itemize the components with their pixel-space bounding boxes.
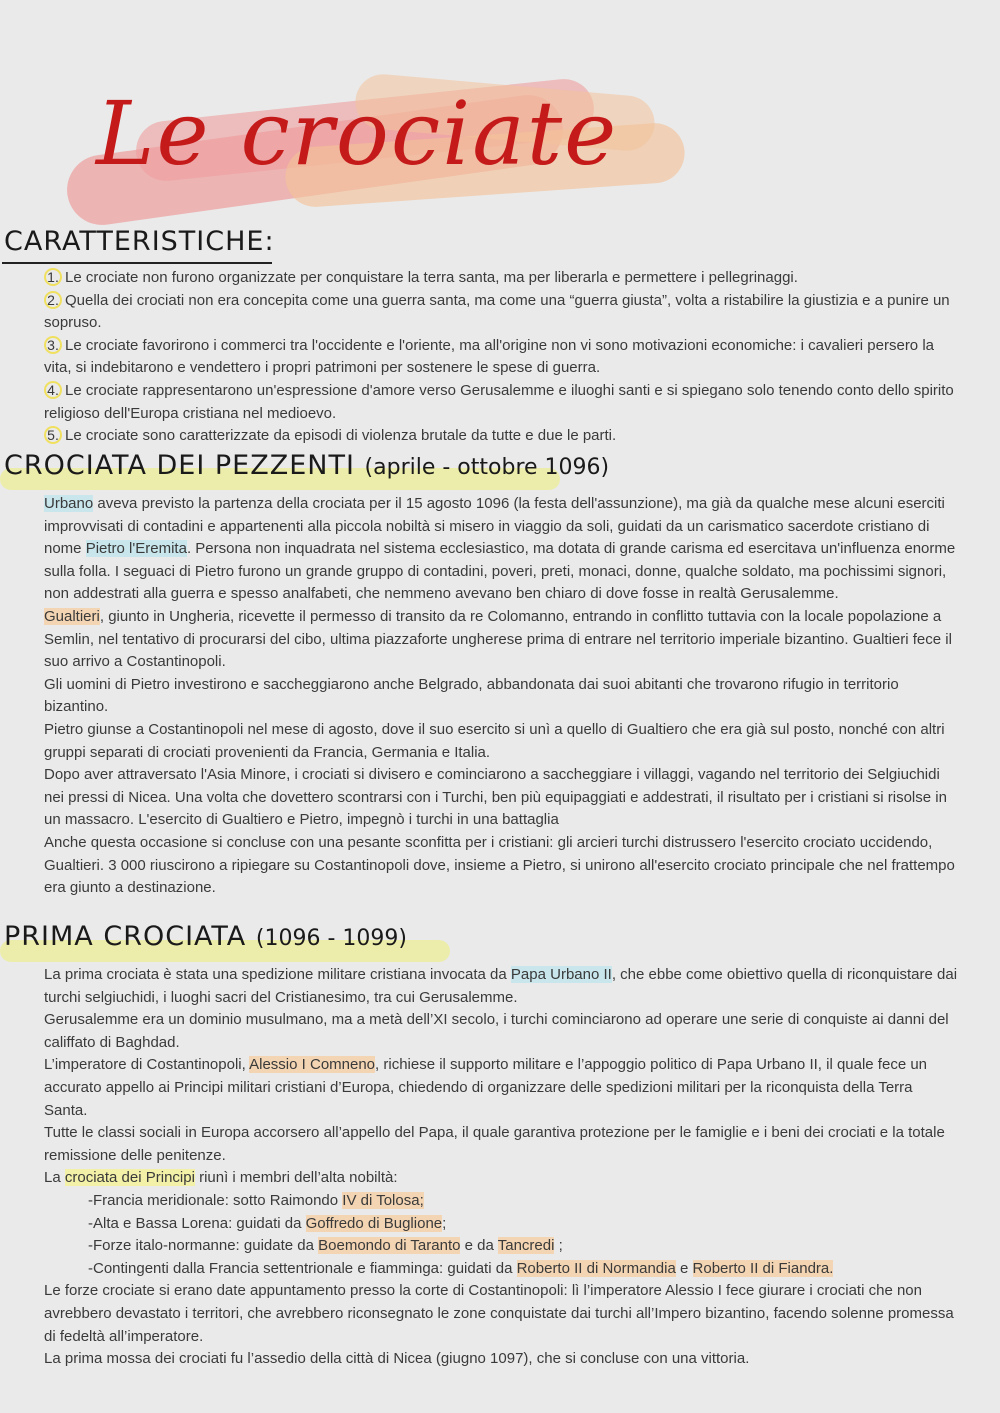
item-number: 5. <box>44 426 62 444</box>
paragraph: Gerusalemme era un dominio musulmano, ma a metà dell’XI secolo, i turchi cominciarono ad operare une serie di conquiste ai danni del califfato di Baghdad. <box>44 1011 949 1051</box>
paragraph: Gli uomini di Pietro investirono e saccheggiarono anche Belgrado, abbandonata dai suoi abitanti che trovarono rifugio in territorio bizantino. <box>44 675 899 716</box>
list-item: 1. Le crociate non furono organizzate per conquistare la terra santa, ma per liberarla e permettere i pellegrinaggi. <box>44 267 959 290</box>
section-heading-prima: PRIMA CROCIATA (1096 - 1099) <box>4 921 407 952</box>
paragraph: Urbano aveva previsto la partenza della crociata per il 15 agosto 1096 (la festa dell'assunzione), ma già da qualche mese alcuni eserciti improvvisati di contadini e appartenenti alla piccola nobiltà si misero in viaggio da soli, guidati da un carismatico sacerdote cristiano di nome Pietro l'Eremita. Persona non inquadrata nel sistema ecclesiastico, ma dotata di grande carisma ed esercitava un'influenza enorme sulla folla. I seguaci di Pietro furono un grande gruppo di contadini, poveri, preti, monaci, donne, qualche soldato, ma pochissimi signori, non addestrati alla guerra e spesso analfabeti, che nemmeno avevano ben chiaro di dove fosse in realtà Gerusalemme. <box>44 495 956 603</box>
item-number: 4. <box>44 381 62 399</box>
paragraph: Le forze crociate si erano date appuntamento presso la corte di Costantinopoli: lì l’imperatore Alessio I fece giurare i crociati che non avrebbero devastato i territori, che avrebbero riconsegnato le zone conquistate dai turchi all’Impero bizantino, facendo solenne promessa di fedeltà all’imperatore. <box>44 1282 954 1345</box>
heading-underline <box>2 262 272 264</box>
list-item: -Forze italo-normanne: guidate da Boemondo di Taranto e da Tancredi ; <box>88 1237 563 1255</box>
paragraph: La crociata dei Principi riunì i membri dell’alta nobiltà: <box>44 1169 398 1187</box>
page-title: Le crociate <box>96 82 619 185</box>
paragraph: Pietro giunse a Costantinopoli nel mese di agosto, dove il suo esercito si unì a quello di Gualtiero che era già sul posto, nonché con altri gruppi separati di crociati provenienti da Francia, Germania e Italia. <box>44 720 945 761</box>
list-item: 3. Le crociate favorirono i commerci tra l'occidente e l'oriente, ma all'origine non vi sono motivazioni economiche: i cavalieri persero la vita, si indebitarono e vendettero i propri patrimoni per sostenere le spese di guerra. <box>44 336 934 377</box>
list-item: -Alta e Bassa Lorena: guidati da Goffredo di Buglione; <box>88 1214 447 1232</box>
paragraph: L’imperatore di Costantinopoli, Alessio I Comneno, richiese il supporto militare e l’appoggio politico di Papa Urbano II, il quale fece un accurato appello ai Principi militari cristiani d’Europa, chiedendo di organizzare delle spedizioni militari per la riconquista della Terra Santa. <box>44 1056 928 1119</box>
paragraph: Anche questa occasione si concluse con una pesante sconfitta per i cristiani: gli arcieri turchi distrussero l'esercito crociato uccidendo, Gualtieri. 3 000 riuscirono a ripiegare su Costantinopoli dove, insieme a Pietro, si unirono all'esercito crociato principale che nel frattempo era giunto a destinazione. <box>44 833 955 897</box>
section-heading-caratteristiche: CARATTERISTICHE: <box>4 226 275 257</box>
list-item: -Francia meridionale: sotto Raimondo IV di Tolosa; <box>88 1191 424 1209</box>
paragraph: Tutte le classi sociali in Europa accorsero all’appello del Papa, il quale garantiva protezione per le famiglie e i beni dei crociati e la totale remissione delle penitenze. <box>44 1124 945 1164</box>
paragraph: La prima crociata è stata una spedizione militare cristiana invocata da Papa Urbano II, che ebbe come obiettivo quella di riconquistare dai turchi selgiuchidi, i luoghi sacri del Cristianesimo, tra cui Gerusalemme. <box>44 966 958 1006</box>
list-item: 5. Le crociate sono caratterizzate da episodi di violenza brutale da tutte e due le parti. <box>44 425 959 448</box>
pezzenti-text <box>44 493 959 900</box>
paragraph: La prima mossa dei crociati fu l’assedio della città di Nicea (giugno 1097), che si concluse con una vittoria. <box>44 1350 750 1368</box>
section-dates: (aprile - ottobre 1096) <box>364 455 610 480</box>
list-item: -Contingenti dalla Francia settentrionale e fiamminga: guidati da Roberto II di Normandia e Roberto II di Fiandra. <box>88 1259 834 1277</box>
item-number: 1. <box>44 268 62 286</box>
item-number: 2. <box>44 291 62 309</box>
prima-text <box>44 964 959 1371</box>
paragraph: Gualtieri, giunto in Ungheria, ricevette il permesso di transito da re Colomanno, entrando in conflitto tuttavia con la locale popolazione a Semlin, nel tentativo di procurarsi del cibo, ultima piazzaforte ungherese prima di entrare nel territorio imperiale bizantino. Gualtieri fece il suo arrivo a Costantinopoli. <box>44 607 952 671</box>
section-dates: (1096 - 1099) <box>255 926 407 951</box>
list-item: 4. Le crociate rappresentarono un'espressione d'amore verso Gerusalemme e iluoghi santi e si spiegano solo tenendo conto dello spirito religioso dell'Europa cristiana nel medioevo. <box>44 381 954 422</box>
section-heading-pezzenti: CROCIATA DEI PEZZENTI (aprile - ottobre 1096) <box>4 450 610 481</box>
item-number: 3. <box>44 336 62 354</box>
caratteristiche-list <box>44 267 959 448</box>
paragraph: Dopo aver attraversato l'Asia Minore, i crociati si divisero e cominciarono a saccheggiare i villaggi, vagando nel territorio dei Selgiuchidi nei pressi di Nicea. Una volta che dovettero scontrarsi con i Turchi, ben più equipaggiati e addestrati, il risultato per i cristiani si risolse in un massacro. L'esercito di Gualtiero e Pietro, impegnò i turchi in una battaglia <box>44 766 947 829</box>
list-item: 2. Quella dei crociati non era concepita come una guerra santa, ma come una “guerra giusta”, volta a ristabilire la giustizia e a punire un sopruso. <box>44 291 950 332</box>
